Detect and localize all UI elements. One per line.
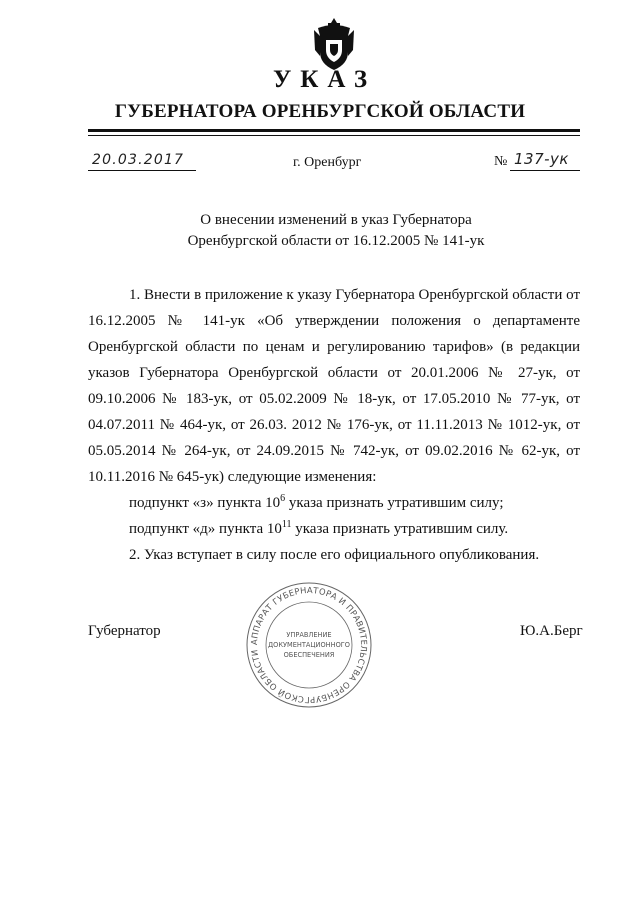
document-type-title: УКАЗ	[272, 66, 377, 93]
subpoint-1	[129, 492, 504, 514]
paragraph-2: 2. Указ вступает в силу после его официального опубликования.	[129, 547, 540, 563]
decree-number: 137-ук	[514, 150, 569, 168]
coat-of-arms-icon	[312, 16, 356, 72]
paragraph-1-line: 16.12.2005 № 141-ук «Об утверждении положения о департаменте	[88, 313, 580, 329]
paragraph-1-line: указов Губернатора Оренбургской области от 20.01.2006 № 27-ук, от	[88, 365, 580, 381]
number-label: №	[494, 154, 508, 169]
subpoint-2-superscript: 11	[281, 519, 292, 530]
signatory-title: Губернатор	[88, 623, 161, 639]
subpoint-2-text: подпункт «д» пункта 10	[129, 521, 282, 537]
stamp-line-1: УПРАВЛЕНИЕ	[286, 631, 332, 639]
paragraph-1-line: 04.07.2011 № 464-ук, от 26.03. 2012 № 176-ук, от 11.11.2013 № 1012-ук, от	[88, 417, 580, 433]
paragraph-1-line: 10.11.2016 № 645-ук) следующие изменения:	[88, 469, 377, 485]
decree-heading-line1: О внесении изменений в указ Губернатора	[200, 212, 472, 228]
subpoint-2	[129, 518, 508, 540]
official-stamp	[244, 580, 374, 710]
subpoint-1-text-end: указа признать утратившим силу;	[285, 495, 504, 511]
subpoint-1-superscript: 6	[280, 493, 286, 504]
paragraph-1-line: 1. Внести в приложение к указу Губернатора Оренбургской области от	[129, 287, 580, 303]
subpoint-1-text: подпункт «з» пункта 10	[129, 495, 281, 511]
header-rule-thin	[88, 135, 580, 136]
stamp-ring-text: АППАРАТ ГУБЕРНАТОРА И ПРАВИТЕЛЬСТВА ОРЕНБУРГСКОЙ ОБЛАСТИ	[248, 584, 370, 706]
subpoint-2-text-end: указа признать утратившим силу.	[291, 521, 509, 537]
stamp-line-3: ОБЕСПЕЧЕНИЯ	[283, 651, 335, 659]
date-underline	[88, 170, 196, 171]
paragraph-1-line: 05.05.2014 № 264-ук, от 24.09.2015 № 742-ук, от 09.02.2016 № 62-ук, от	[88, 443, 580, 459]
decree-date: 20.03.2017	[92, 152, 185, 168]
number-underline	[510, 170, 580, 171]
header-rule-thick	[88, 129, 580, 132]
paragraph-1-line: Оренбургской области по ценам и регулированию тарифов» (в редакции	[88, 339, 580, 355]
decree-city: г. Оренбург	[293, 155, 362, 170]
issuer-title: ГУБЕРНАТОРА ОРЕНБУРГСКОЙ ОБЛАСТИ	[114, 101, 526, 122]
decree-heading-line2: Оренбургской области от 16.12.2005 № 141-ук	[187, 233, 485, 249]
paragraph-1-line: 09.10.2006 № 183-ук, от 05.02.2009 № 18-ук, от 17.05.2010 № 77-ук, от	[88, 391, 580, 407]
stamp-line-2: ДОКУМЕНТАЦИОННОГО	[268, 641, 350, 649]
signatory-name: Ю.А.Берг	[520, 623, 583, 639]
